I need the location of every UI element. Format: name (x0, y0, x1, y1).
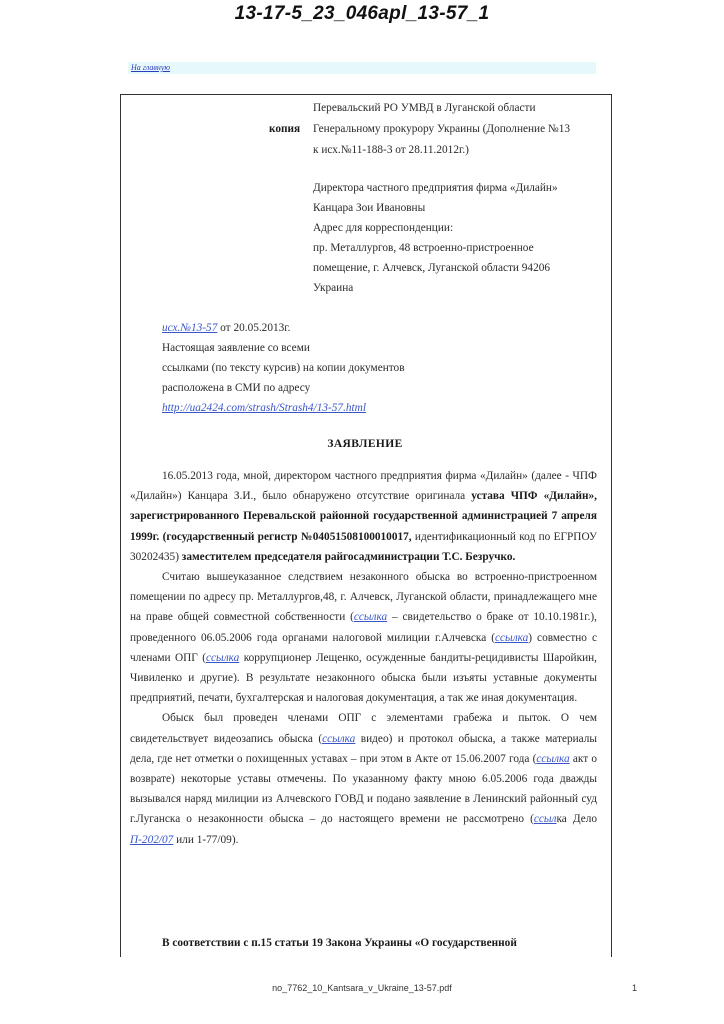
reference-note-2: ссылками (по тексту курсив) на копии документов (162, 362, 405, 374)
p2-link-2[interactable]: ссылка (495, 631, 529, 644)
p2-link-3[interactable]: ссылка (206, 651, 240, 664)
addressee-line-2: Генеральному прокурору Украины (Дополнение №13 (313, 123, 571, 135)
p1-text-2: идентификационный код по ЕГРПОУ 30202435) (130, 530, 597, 563)
reference-number-link[interactable]: исх.№13-57 (162, 322, 218, 334)
sender-line-4: пр. Металлургов, 48 встроенно-пристроенное (313, 242, 534, 254)
p3-text-1: Обыск был проведен членами ОПГ с элементами грабежа и пыток. О чем свидетельствует видеозапись обыска ( (130, 712, 597, 745)
reference-line (162, 318, 290, 338)
reference-note-1: Настоящая заявление со всеми (162, 342, 310, 354)
sender-line-6: Украина (313, 282, 354, 294)
p2-text-2: – свидетельство о браке от 10.10.1981г.), проведенного 06.05.2006 года органами налоговой милиции г.Алчевска ( (130, 611, 597, 644)
paragraph-3 (130, 708, 597, 849)
p3-text-4: ка Дело (556, 813, 597, 826)
sender-line-3: Адрес для корреспонденции: (313, 222, 454, 234)
paragraph-4 (130, 933, 597, 953)
reference-note-3: расположена в СМИ по адресу (162, 382, 311, 394)
p2-link-1[interactable]: ссылка (353, 611, 388, 624)
reference-url-line (162, 398, 366, 418)
paragraph-1 (130, 466, 597, 567)
p1-bold-2: заместителем председателя райгосадминистрации Т.С. Безручко. (181, 550, 516, 563)
p3-link-2[interactable]: ссылка (536, 752, 570, 765)
p1-text-1: 16.05.2013 года, мной, директором частного предприятия фирма «Дилайн» (далее - ЧПФ «Дилайн») Канцара З.И., было обнаружено отсутствие оригинала (130, 470, 597, 503)
addressee-line-1: Перевальский РО УМВД в Луганской области (313, 102, 536, 114)
statement-body (130, 466, 597, 850)
p3-link-3[interactable]: ссыл (533, 813, 557, 826)
footer-filename: no_7762_10_Kantsara_v_Ukraine_13-57.pdf (272, 983, 452, 993)
sender-line-2: Канцара Зои Ивановны (313, 202, 426, 214)
p2-text-4: коррупционер Лещенко, осужденные бандиты-рецидивисты Шаройкин, Чивиленко и другие). В результате незаконного обыска были изъяты уставные документы предприятий, печати, бухгалтерская и налоговая документация, а так же иная документация. (130, 651, 597, 705)
p4-bold-1: В соответствии с п.15 статьи 19 Закона Украины «О государственной (162, 937, 517, 949)
sender-line-5: помещение, г. Алчевск, Луганской области 94206 (313, 262, 551, 274)
sender-line-1: Директора частного предприятия фирма «Дилайн» (313, 182, 558, 194)
p3-text-3: акт о возврате) некоторые уставы отмечены. По указанному факту мною 6.05.2006 года дважды вызывался наряд милиции из Алчевского ГОВД и подано заявление в Ленинский районный суд г.Луганска о незаконности обыска – до настоящего времени не рассмотрено ( (130, 752, 597, 826)
p3-link-1[interactable]: ссылка (322, 732, 356, 745)
p2-text-3: ) совместно с членами ОПГ ( (130, 631, 597, 664)
copy-label: копия (269, 123, 301, 135)
home-link[interactable]: На главную (131, 63, 171, 72)
p3-link-4[interactable]: П-202/07 (130, 833, 174, 846)
paragraph-2 (130, 567, 597, 708)
home-link-bar (128, 62, 596, 74)
footer-page-number: 1 (632, 983, 638, 993)
reference-date: от 20.05.2013г. (217, 322, 291, 334)
p3-text-5: или 1-77/09). (173, 833, 239, 846)
p2-text-1: Считаю вышеуказанное следствием незаконного обыска во встроенно-пристроенном помещении по адресу пр. Металлургов,48, г. Алчевск, Луганской области, принадлежащего мне на праве общей совместной собственности ( (130, 571, 597, 624)
statement-heading: ЗАЯВЛЕНИЕ (327, 438, 403, 450)
reference-url-link[interactable]: http://ua2424.com/strash/Strash4/13-57.html (162, 402, 366, 414)
p3-text-2: видео) и протокол обыска, а также материалы дела, где нет отметки о похищенных уставах – при этом в Акте от 15.06.2007 года ( (130, 732, 597, 765)
document-title: 13-17-5_23_046apl_13-57_1 (234, 3, 490, 24)
addressee-line-3: к исх.№11-188-3 от 28.11.2012г.) (313, 144, 469, 156)
p1-bold-1: устава ЧПФ «Дилайн», зарегистрированного Перевальской районной государственной администрацией 7 апреля 1999г. (государственный регистр №04051508100010017, (130, 490, 597, 543)
